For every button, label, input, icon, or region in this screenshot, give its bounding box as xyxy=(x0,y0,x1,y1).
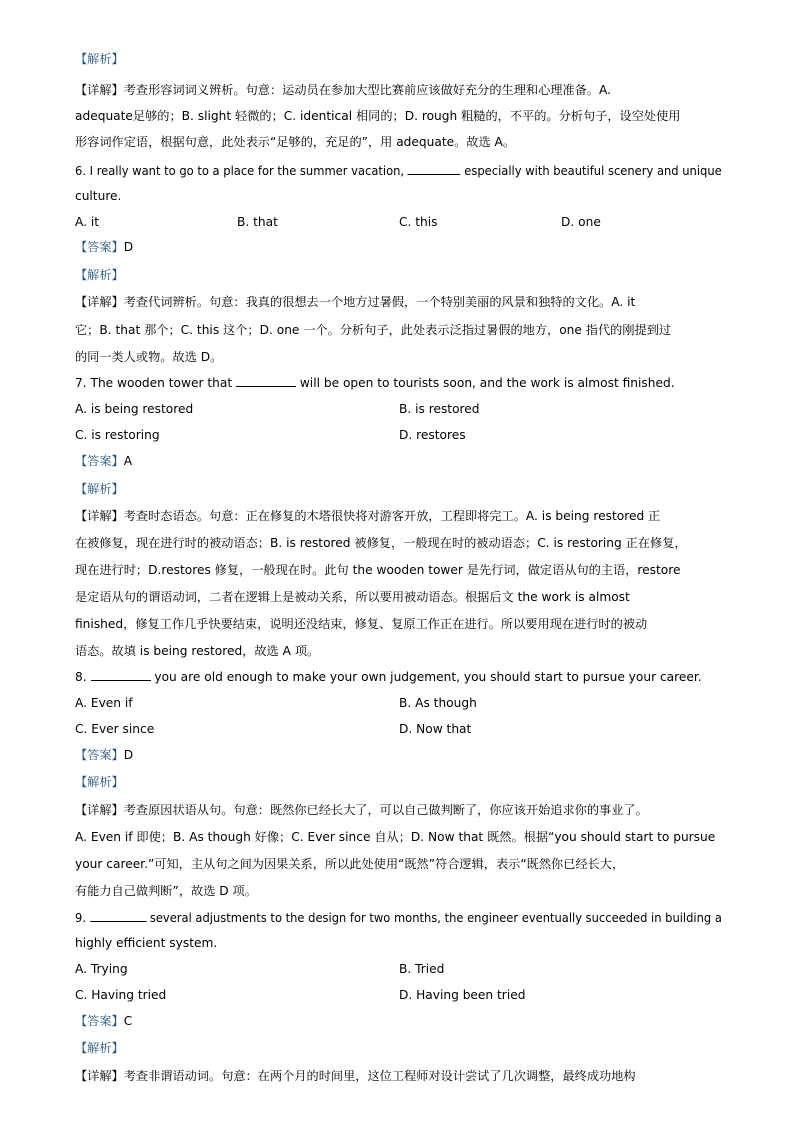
q8-detail-line-2: A. Even if 即使；B. As though 好像；C. Ever since 自从；D. Now that 既然。根据“you should start to pursue xyxy=(75,830,716,844)
detail-label: 【详解】 xyxy=(75,803,124,817)
q8-detail-line-1: 【详解】考查原因状语从句。句意：既然你已经长大了，可以自己做判断了，你应该开始追求你的事业了。 xyxy=(75,803,648,817)
q8-detail-line-3: your career.”可知，主从句之间为因果关系，所以此处使用“既然”符合逻辑，表示“既然你已经长大， xyxy=(75,857,625,871)
q9-stem-line-2: highly efficient system. xyxy=(75,936,218,950)
q5-detail-line-1: 【详解】考查形容词词义辨析。句意：运动员在参加大型比赛前应该做好充分的生理和心理准备。A. xyxy=(75,83,612,97)
q8-answer: 【答案】D xyxy=(75,748,134,762)
q6-option-c: C. this xyxy=(399,215,438,229)
answer-blank xyxy=(236,375,296,387)
detail-label: 【详解】 xyxy=(75,295,124,309)
answer-blank xyxy=(90,910,147,922)
q9-answer: 【答案】C xyxy=(75,1014,133,1028)
detail-label: 【详解】 xyxy=(75,83,124,97)
q7-detail-line-4: 是定语从句的谓语动词，二者在逻辑上是被动关系，所以要用被动语态。根据后文 the work is almost xyxy=(75,590,630,604)
q6-detail-line-3: 的同一类人或物。故选 D。 xyxy=(75,350,223,364)
q5-detail-line-2: adequate足够的；B. slight 轻微的；C. identical 相同的；D. rough 粗糙的，不平的。分析句子，设空处使用 xyxy=(75,109,681,123)
analysis-label: 【解析】 xyxy=(75,268,124,282)
analysis-label: 【解析】 xyxy=(75,775,124,789)
analysis-label: 【解析】 xyxy=(75,52,124,66)
q7-detail-line-5: finished，修复工作几乎快要结束，说明还没结束，修复、复原工作正在进行。所以要用现在进行时的被动 xyxy=(75,617,648,631)
q6-detail-line-1: 【详解】考查代词辨析。句意：我真的很想去一个地方过暑假，一个特别美丽的风景和独特的文化。A. it xyxy=(75,295,636,309)
q7-answer: 【答案】A xyxy=(75,454,133,468)
detail-label: 【详解】 xyxy=(75,509,124,523)
q6-stem-line-1: 6. I really want to go to a place for the summer vacation, especially with beautiful scenery and unique xyxy=(75,164,722,178)
q6-stem-line-2: culture. xyxy=(75,189,122,203)
q7-stem-line-1: 7. The wooden tower that will be open to tourists soon, and the work is almost finished. xyxy=(75,376,675,390)
q7-detail-line-6: 语态。故填 is being restored，故选 A 项。 xyxy=(75,644,320,658)
q8-option-b: B. As though xyxy=(399,696,477,710)
q8-option-a: A. Even if xyxy=(75,696,133,710)
q7-option-c: C. is restoring xyxy=(75,428,160,442)
q9-stem-line-1: 9. several adjustments to the design for two months, the engineer eventually succeeded in building a xyxy=(75,911,722,925)
q9-detail-line-1: 【详解】考查非谓语动词。句意：在两个月的时间里，这位工程师对设计尝试了几次调整，最终成功地构 xyxy=(75,1069,636,1083)
q8-option-d: D. Now that xyxy=(399,722,472,736)
q7-option-a: A. is being restored xyxy=(75,402,194,416)
q7-option-b: B. is restored xyxy=(399,402,480,416)
q6-option-d: D. one xyxy=(561,215,601,229)
q8-detail-line-4: 有能力自己做判断”，故选 D 项。 xyxy=(75,884,257,898)
q7-detail-line-2: 在被修复，现在进行时的被动语态；B. is restored 被修复，一般现在时的被动语态；C. is restoring 正在修复， xyxy=(75,536,687,550)
analysis-label: 【解析】 xyxy=(75,1041,124,1055)
analysis-label: 【解析】 xyxy=(75,482,124,496)
q6-detail-line-2: 它；B. that 那个；C. this 这个；D. one 一个。分析句子，此处表示泛指过暑假的地方，one 指代的刚提到过 xyxy=(75,323,672,337)
q8-stem-line-1: 8. you are old enough to make your own judgement, you should start to pursue your career. xyxy=(75,670,702,684)
q7-detail-line-3: 现在进行时；D.restores 修复，一般现在时。此句 the wooden tower 是先行词，做定语从句的主语，restore xyxy=(75,563,681,577)
q9-option-c: C. Having tried xyxy=(75,988,167,1002)
q9-option-a: A. Trying xyxy=(75,962,128,976)
q7-detail-line-1: 【详解】考查时态语态。句意：正在修复的木塔很快将对游客开放，工程即将完工。A. is being restored 正 xyxy=(75,509,661,523)
answer-blank xyxy=(91,669,151,681)
answer-blank xyxy=(408,163,461,175)
q6-option-a: A. it xyxy=(75,215,100,229)
q5-detail-line-3: 形容词作定语，根据句意，此处表示“足够的，充足的”，用 adequate。故选 A。 xyxy=(75,135,516,149)
q8-option-c: C. Ever since xyxy=(75,722,155,736)
q9-option-b: B. Tried xyxy=(399,962,445,976)
q7-option-d: D. restores xyxy=(399,428,466,442)
q6-answer: 【答案】D xyxy=(75,240,134,254)
q6-option-b: B. that xyxy=(237,215,278,229)
q9-option-d: D. Having been tried xyxy=(399,988,526,1002)
detail-label: 【详解】 xyxy=(75,1069,124,1083)
